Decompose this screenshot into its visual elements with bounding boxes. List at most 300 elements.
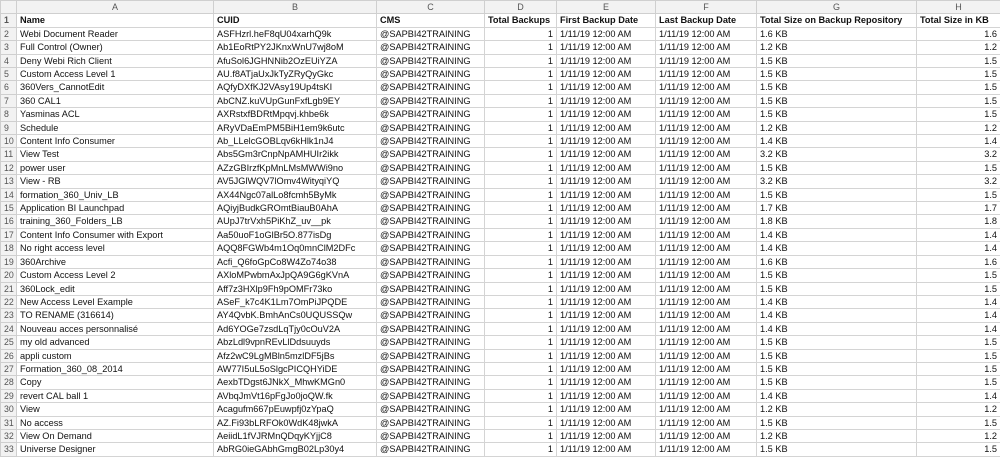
row-number[interactable]: 14	[1, 188, 17, 201]
row-number[interactable]: 27	[1, 362, 17, 375]
cell-f[interactable]: 1/11/19 12:00 AM	[656, 202, 757, 215]
cell-e[interactable]: 1/11/19 12:00 AM	[557, 81, 656, 94]
cell-d[interactable]: 1	[485, 202, 557, 215]
cell-e[interactable]: 1/11/19 12:00 AM	[557, 403, 656, 416]
row-number[interactable]: 10	[1, 135, 17, 148]
cell-f[interactable]: 1/11/19 12:00 AM	[656, 349, 757, 362]
cell-d[interactable]: 1	[485, 108, 557, 121]
cell-e[interactable]: 1/11/19 12:00 AM	[557, 389, 656, 402]
cell-a[interactable]: Copy	[17, 376, 214, 389]
cell-e[interactable]: 1/11/19 12:00 AM	[557, 41, 656, 54]
cell-a[interactable]: training_360_Folders_LB	[17, 215, 214, 228]
cell-h[interactable]: 1.5	[917, 108, 1000, 121]
row-number[interactable]: 19	[1, 255, 17, 268]
cell-c[interactable]: @SAPBI42TRAINING	[377, 27, 485, 40]
cell-b[interactable]: Ad6YOGe7zsdLqTjy0cOuV2A	[214, 322, 377, 335]
cell-h[interactable]: 1.5	[917, 349, 1000, 362]
cell-c[interactable]: @SAPBI42TRAINING	[377, 429, 485, 442]
row-number[interactable]: 31	[1, 416, 17, 429]
cell-d[interactable]: 1	[485, 376, 557, 389]
header-cell[interactable]: CMS	[377, 14, 485, 27]
cell-c[interactable]: @SAPBI42TRAINING	[377, 161, 485, 174]
cell-g[interactable]: 1.5 KB	[757, 362, 917, 375]
cell-f[interactable]: 1/11/19 12:00 AM	[656, 242, 757, 255]
row-number[interactable]: 12	[1, 161, 17, 174]
cell-e[interactable]: 1/11/19 12:00 AM	[557, 228, 656, 241]
row-number[interactable]: 3	[1, 41, 17, 54]
cell-b[interactable]: Acagufm667pEuwpfj0zYpaQ	[214, 403, 377, 416]
cell-a[interactable]: my old advanced	[17, 336, 214, 349]
cell-a[interactable]: View	[17, 403, 214, 416]
cell-h[interactable]: 1.4	[917, 322, 1000, 335]
cell-f[interactable]: 1/11/19 12:00 AM	[656, 135, 757, 148]
cell-f[interactable]: 1/11/19 12:00 AM	[656, 429, 757, 442]
cell-c[interactable]: @SAPBI42TRAINING	[377, 416, 485, 429]
cell-c[interactable]: @SAPBI42TRAINING	[377, 336, 485, 349]
cell-h[interactable]: 3.2	[917, 175, 1000, 188]
cell-c[interactable]: @SAPBI42TRAINING	[377, 295, 485, 308]
cell-f[interactable]: 1/11/19 12:00 AM	[656, 416, 757, 429]
cell-c[interactable]: @SAPBI42TRAINING	[377, 282, 485, 295]
row-number[interactable]: 7	[1, 94, 17, 107]
cell-b[interactable]: Aa50uoF1oGlBr5O.877isDg	[214, 228, 377, 241]
column-header-d[interactable]: D	[485, 1, 557, 14]
cell-c[interactable]: @SAPBI42TRAINING	[377, 175, 485, 188]
cell-b[interactable]: AX44Ngc07alLo8fcmh5ByMk	[214, 188, 377, 201]
row-number[interactable]: 5	[1, 68, 17, 81]
row-number[interactable]: 22	[1, 295, 17, 308]
header-cell[interactable]: Total Size on Backup Repository	[757, 14, 917, 27]
cell-a[interactable]: revert CAL ball 1	[17, 389, 214, 402]
cell-c[interactable]: @SAPBI42TRAINING	[377, 188, 485, 201]
row-number[interactable]: 20	[1, 269, 17, 282]
cell-b[interactable]: AU.f8ATjaUxJkTyZRyQyGkc	[214, 68, 377, 81]
cell-c[interactable]: @SAPBI42TRAINING	[377, 309, 485, 322]
cell-d[interactable]: 1	[485, 403, 557, 416]
cell-c[interactable]: @SAPBI42TRAINING	[377, 362, 485, 375]
cell-h[interactable]: 1.5	[917, 269, 1000, 282]
cell-d[interactable]: 1	[485, 282, 557, 295]
cell-a[interactable]: power user	[17, 161, 214, 174]
cell-b[interactable]: AbRG0ieGAbhGmgB02Lp30y4	[214, 443, 377, 456]
cell-d[interactable]: 1	[485, 322, 557, 335]
row-number[interactable]: 1	[1, 14, 17, 27]
cell-b[interactable]: Aff7z3HXlp9Fh9pOMFr73ko	[214, 282, 377, 295]
cell-h[interactable]: 1.4	[917, 389, 1000, 402]
header-cell[interactable]: Total Backups	[485, 14, 557, 27]
cell-d[interactable]: 1	[485, 362, 557, 375]
cell-a[interactable]: appli custom	[17, 349, 214, 362]
cell-f[interactable]: 1/11/19 12:00 AM	[656, 94, 757, 107]
row-number[interactable]: 2	[1, 27, 17, 40]
cell-g[interactable]: 3.2 KB	[757, 148, 917, 161]
header-cell[interactable]: Last Backup Date	[656, 14, 757, 27]
cell-a[interactable]: formation_360_Univ_LB	[17, 188, 214, 201]
cell-c[interactable]: @SAPBI42TRAINING	[377, 68, 485, 81]
column-header-b[interactable]: B	[214, 1, 377, 14]
cell-g[interactable]: 1.5 KB	[757, 108, 917, 121]
cell-f[interactable]: 1/11/19 12:00 AM	[656, 322, 757, 335]
row-number[interactable]: 4	[1, 54, 17, 67]
cell-a[interactable]: Webi Document Reader	[17, 27, 214, 40]
cell-e[interactable]: 1/11/19 12:00 AM	[557, 322, 656, 335]
cell-e[interactable]: 1/11/19 12:00 AM	[557, 282, 656, 295]
row-number[interactable]: 15	[1, 202, 17, 215]
row-number[interactable]: 16	[1, 215, 17, 228]
cell-f[interactable]: 1/11/19 12:00 AM	[656, 443, 757, 456]
cell-d[interactable]: 1	[485, 416, 557, 429]
cell-e[interactable]: 1/11/19 12:00 AM	[557, 215, 656, 228]
row-number[interactable]: 32	[1, 429, 17, 442]
column-header-h[interactable]: H	[917, 1, 1000, 14]
cell-c[interactable]: @SAPBI42TRAINING	[377, 121, 485, 134]
cell-g[interactable]: 1.5 KB	[757, 443, 917, 456]
cell-h[interactable]: 1.5	[917, 161, 1000, 174]
cell-h[interactable]: 1.5	[917, 362, 1000, 375]
cell-b[interactable]: AQfyDXfKJ2VAsy19Up4tsKI	[214, 81, 377, 94]
cell-a[interactable]: Universe Designer	[17, 443, 214, 456]
row-number[interactable]: 25	[1, 336, 17, 349]
cell-b[interactable]: AZ.Fi93bLRFOk0WdK48jwkA	[214, 416, 377, 429]
cell-c[interactable]: @SAPBI42TRAINING	[377, 349, 485, 362]
cell-b[interactable]: AY4QvbK.BmhAnCs0UQUSSQw	[214, 309, 377, 322]
cell-g[interactable]: 1.5 KB	[757, 161, 917, 174]
row-number[interactable]: 13	[1, 175, 17, 188]
header-cell[interactable]: Total Size in KB	[917, 14, 1000, 27]
cell-a[interactable]: No right access level	[17, 242, 214, 255]
cell-g[interactable]: 1.6 KB	[757, 27, 917, 40]
cell-b[interactable]: Afz2wC9LgMBln5mzlDF5jBs	[214, 349, 377, 362]
cell-e[interactable]: 1/11/19 12:00 AM	[557, 54, 656, 67]
cell-b[interactable]: ARyVDaEmPM5BiH1em9k6utc	[214, 121, 377, 134]
cell-a[interactable]: Nouveau acces personnalisé	[17, 322, 214, 335]
cell-h[interactable]: 1.5	[917, 188, 1000, 201]
cell-f[interactable]: 1/11/19 12:00 AM	[656, 161, 757, 174]
cell-e[interactable]: 1/11/19 12:00 AM	[557, 376, 656, 389]
cell-f[interactable]: 1/11/19 12:00 AM	[656, 81, 757, 94]
cell-e[interactable]: 1/11/19 12:00 AM	[557, 242, 656, 255]
header-cell[interactable]: CUID	[214, 14, 377, 27]
row-number[interactable]: 23	[1, 309, 17, 322]
column-header-g[interactable]: G	[757, 1, 917, 14]
cell-d[interactable]: 1	[485, 54, 557, 67]
cell-a[interactable]: View - RB	[17, 175, 214, 188]
cell-d[interactable]: 1	[485, 336, 557, 349]
cell-h[interactable]: 1.2	[917, 429, 1000, 442]
cell-g[interactable]: 1.5 KB	[757, 54, 917, 67]
cell-c[interactable]: @SAPBI42TRAINING	[377, 269, 485, 282]
cell-b[interactable]: AXloMPwbmAxJpQA9G6gKVnA	[214, 269, 377, 282]
cell-c[interactable]: @SAPBI42TRAINING	[377, 54, 485, 67]
row-number[interactable]: 29	[1, 389, 17, 402]
cell-a[interactable]: Deny Webi Rich Client	[17, 54, 214, 67]
cell-e[interactable]: 1/11/19 12:00 AM	[557, 27, 656, 40]
row-number[interactable]: 24	[1, 322, 17, 335]
cell-c[interactable]: @SAPBI42TRAINING	[377, 135, 485, 148]
cell-h[interactable]: 1.5	[917, 376, 1000, 389]
cell-f[interactable]: 1/11/19 12:00 AM	[656, 255, 757, 268]
cell-g[interactable]: 1.5 KB	[757, 282, 917, 295]
cell-f[interactable]: 1/11/19 12:00 AM	[656, 295, 757, 308]
cell-e[interactable]: 1/11/19 12:00 AM	[557, 362, 656, 375]
cell-d[interactable]: 1	[485, 443, 557, 456]
cell-g[interactable]: 1.4 KB	[757, 228, 917, 241]
cell-e[interactable]: 1/11/19 12:00 AM	[557, 188, 656, 201]
cell-h[interactable]: 1.4	[917, 242, 1000, 255]
cell-e[interactable]: 1/11/19 12:00 AM	[557, 309, 656, 322]
row-number[interactable]: 28	[1, 376, 17, 389]
row-number[interactable]: 21	[1, 282, 17, 295]
cell-b[interactable]: Abs5Gm3rCnpNpAMHUIr2ikk	[214, 148, 377, 161]
column-header-a[interactable]: A	[17, 1, 214, 14]
cell-h[interactable]: 1.5	[917, 94, 1000, 107]
cell-g[interactable]: 1.2 KB	[757, 121, 917, 134]
cell-h[interactable]: 1.4	[917, 135, 1000, 148]
cell-g[interactable]: 1.5 KB	[757, 416, 917, 429]
cell-b[interactable]: AfuSol6JGHNNib2OzEUiYZA	[214, 54, 377, 67]
cell-g[interactable]: 1.4 KB	[757, 309, 917, 322]
cell-e[interactable]: 1/11/19 12:00 AM	[557, 349, 656, 362]
cell-g[interactable]: 1.6 KB	[757, 255, 917, 268]
cell-h[interactable]: 1.8	[917, 215, 1000, 228]
column-header-e[interactable]: E	[557, 1, 656, 14]
cell-c[interactable]: @SAPBI42TRAINING	[377, 108, 485, 121]
cell-f[interactable]: 1/11/19 12:00 AM	[656, 175, 757, 188]
cell-e[interactable]: 1/11/19 12:00 AM	[557, 443, 656, 456]
row-number[interactable]: 30	[1, 403, 17, 416]
cell-f[interactable]: 1/11/19 12:00 AM	[656, 54, 757, 67]
cell-d[interactable]: 1	[485, 269, 557, 282]
cell-g[interactable]: 1.5 KB	[757, 81, 917, 94]
cell-f[interactable]: 1/11/19 12:00 AM	[656, 362, 757, 375]
cell-e[interactable]: 1/11/19 12:00 AM	[557, 121, 656, 134]
cell-a[interactable]: Application BI Launchpad	[17, 202, 214, 215]
cell-b[interactable]: Ab_LLelcGOBLqv6kHlk1nJ4	[214, 135, 377, 148]
cell-f[interactable]: 1/11/19 12:00 AM	[656, 269, 757, 282]
cell-e[interactable]: 1/11/19 12:00 AM	[557, 108, 656, 121]
cell-a[interactable]: Schedule	[17, 121, 214, 134]
cell-h[interactable]: 1.5	[917, 81, 1000, 94]
cell-a[interactable]: Content Info Consumer with Export	[17, 228, 214, 241]
cell-a[interactable]: View Test	[17, 148, 214, 161]
cell-c[interactable]: @SAPBI42TRAINING	[377, 403, 485, 416]
cell-b[interactable]: AQiyjBudkGROmtBiauB0AhA	[214, 202, 377, 215]
cell-c[interactable]: @SAPBI42TRAINING	[377, 41, 485, 54]
cell-h[interactable]: 1.5	[917, 416, 1000, 429]
cell-f[interactable]: 1/11/19 12:00 AM	[656, 108, 757, 121]
cell-c[interactable]: @SAPBI42TRAINING	[377, 148, 485, 161]
cell-a[interactable]: View On Demand	[17, 429, 214, 442]
cell-g[interactable]: 3.2 KB	[757, 175, 917, 188]
cell-b[interactable]: ASFHzrl.heF8qU04xarhQ9k	[214, 27, 377, 40]
cell-c[interactable]: @SAPBI42TRAINING	[377, 389, 485, 402]
cell-d[interactable]: 1	[485, 27, 557, 40]
cell-g[interactable]: 1.5 KB	[757, 94, 917, 107]
cell-d[interactable]: 1	[485, 175, 557, 188]
row-number[interactable]: 9	[1, 121, 17, 134]
cell-d[interactable]: 1	[485, 255, 557, 268]
cell-a[interactable]: 360Vers_CannotEdit	[17, 81, 214, 94]
cell-f[interactable]: 1/11/19 12:00 AM	[656, 41, 757, 54]
cell-e[interactable]: 1/11/19 12:00 AM	[557, 202, 656, 215]
cell-b[interactable]: AZzGBIrzfKpMnLMsMWWi9no	[214, 161, 377, 174]
cell-e[interactable]: 1/11/19 12:00 AM	[557, 429, 656, 442]
cell-d[interactable]: 1	[485, 389, 557, 402]
cell-h[interactable]: 1.5	[917, 336, 1000, 349]
cell-c[interactable]: @SAPBI42TRAINING	[377, 94, 485, 107]
cell-g[interactable]: 1.4 KB	[757, 322, 917, 335]
cell-d[interactable]: 1	[485, 161, 557, 174]
cell-e[interactable]: 1/11/19 12:00 AM	[557, 161, 656, 174]
cell-b[interactable]: AUpJ7trVxh5PiKhZ_uv__pk	[214, 215, 377, 228]
cell-a[interactable]: 360Lock_edit	[17, 282, 214, 295]
cell-d[interactable]: 1	[485, 349, 557, 362]
row-number[interactable]: 17	[1, 228, 17, 241]
cell-a[interactable]: Yasminas ACL	[17, 108, 214, 121]
row-number[interactable]: 18	[1, 242, 17, 255]
cell-d[interactable]: 1	[485, 135, 557, 148]
cell-f[interactable]: 1/11/19 12:00 AM	[656, 148, 757, 161]
cell-b[interactable]: AXRstxfBDRtMpqvj.khbe6k	[214, 108, 377, 121]
cell-c[interactable]: @SAPBI42TRAINING	[377, 443, 485, 456]
cell-f[interactable]: 1/11/19 12:00 AM	[656, 68, 757, 81]
cell-h[interactable]: 1.5	[917, 54, 1000, 67]
cell-b[interactable]: AbzLdl9vpnREvLlDdsuuyds	[214, 336, 377, 349]
cell-b[interactable]: AbCNZ.kuVUpGunFxfLgb9EY	[214, 94, 377, 107]
cell-g[interactable]: 1.5 KB	[757, 188, 917, 201]
cell-e[interactable]: 1/11/19 12:00 AM	[557, 148, 656, 161]
cell-a[interactable]: TO RENAME (316614)	[17, 309, 214, 322]
cell-d[interactable]: 1	[485, 41, 557, 54]
cell-c[interactable]: @SAPBI42TRAINING	[377, 202, 485, 215]
cell-g[interactable]: 1.7 KB	[757, 202, 917, 215]
cell-g[interactable]: 1.5 KB	[757, 376, 917, 389]
cell-e[interactable]: 1/11/19 12:00 AM	[557, 135, 656, 148]
cell-c[interactable]: @SAPBI42TRAINING	[377, 242, 485, 255]
cell-b[interactable]: AW77I5uL5oSlgcPICQHYiDE	[214, 362, 377, 375]
cell-g[interactable]: 1.2 KB	[757, 403, 917, 416]
cell-a[interactable]: New Access Level Example	[17, 295, 214, 308]
cell-h[interactable]: 1.5	[917, 443, 1000, 456]
cell-b[interactable]: AV5JGlWQV7lOmv4WityqiYQ	[214, 175, 377, 188]
cell-f[interactable]: 1/11/19 12:00 AM	[656, 215, 757, 228]
row-number[interactable]: 26	[1, 349, 17, 362]
cell-h[interactable]: 1.6	[917, 255, 1000, 268]
cell-a[interactable]: No access	[17, 416, 214, 429]
cell-h[interactable]: 1.2	[917, 41, 1000, 54]
cell-a[interactable]: Custom Access Level 2	[17, 269, 214, 282]
cell-g[interactable]: 1.5 KB	[757, 269, 917, 282]
cell-c[interactable]: @SAPBI42TRAINING	[377, 322, 485, 335]
cell-b[interactable]: AeiidL1fVJRMnQDqyKYjjC8	[214, 429, 377, 442]
cell-d[interactable]: 1	[485, 309, 557, 322]
row-number[interactable]: 33	[1, 443, 17, 456]
cell-a[interactable]: Formation_360_08_2014	[17, 362, 214, 375]
cell-f[interactable]: 1/11/19 12:00 AM	[656, 403, 757, 416]
cell-b[interactable]: AQQ8FGWb4m1Oq0mnClM2DFc	[214, 242, 377, 255]
cell-h[interactable]: 1.7	[917, 202, 1000, 215]
cell-d[interactable]: 1	[485, 242, 557, 255]
cell-a[interactable]: 360Archive	[17, 255, 214, 268]
cell-d[interactable]: 1	[485, 188, 557, 201]
row-number[interactable]: 11	[1, 148, 17, 161]
cell-h[interactable]: 1.4	[917, 295, 1000, 308]
cell-e[interactable]: 1/11/19 12:00 AM	[557, 68, 656, 81]
cell-d[interactable]: 1	[485, 215, 557, 228]
column-header-f[interactable]: F	[656, 1, 757, 14]
cell-d[interactable]: 1	[485, 94, 557, 107]
cell-d[interactable]: 1	[485, 148, 557, 161]
cell-f[interactable]: 1/11/19 12:00 AM	[656, 228, 757, 241]
cell-h[interactable]: 1.2	[917, 403, 1000, 416]
cell-h[interactable]: 1.2	[917, 121, 1000, 134]
cell-g[interactable]: 1.5 KB	[757, 336, 917, 349]
cell-g[interactable]: 1.4 KB	[757, 389, 917, 402]
cell-a[interactable]: 360 CAL1	[17, 94, 214, 107]
cell-g[interactable]: 1.5 KB	[757, 349, 917, 362]
cell-f[interactable]: 1/11/19 12:00 AM	[656, 27, 757, 40]
cell-b[interactable]: Acfi_Q6foGpCo8W4Zo74o38	[214, 255, 377, 268]
header-cell[interactable]: First Backup Date	[557, 14, 656, 27]
header-cell[interactable]: Name	[17, 14, 214, 27]
cell-h[interactable]: 1.4	[917, 309, 1000, 322]
cell-e[interactable]: 1/11/19 12:00 AM	[557, 255, 656, 268]
cell-a[interactable]: Custom Access Level 1	[17, 68, 214, 81]
cell-b[interactable]: ASeF_k7c4K1Lm7OmPiJPQDE	[214, 295, 377, 308]
cell-g[interactable]: 1.4 KB	[757, 135, 917, 148]
cell-b[interactable]: AexbTDgst6JNkX_MhwKMGn0	[214, 376, 377, 389]
cell-h[interactable]: 1.5	[917, 282, 1000, 295]
cell-g[interactable]: 1.2 KB	[757, 429, 917, 442]
row-number[interactable]: 6	[1, 81, 17, 94]
cell-e[interactable]: 1/11/19 12:00 AM	[557, 269, 656, 282]
cell-d[interactable]: 1	[485, 81, 557, 94]
cell-g[interactable]: 1.5 KB	[757, 68, 917, 81]
cell-g[interactable]: 1.4 KB	[757, 295, 917, 308]
cell-a[interactable]: Full Control (Owner)	[17, 41, 214, 54]
cell-c[interactable]: @SAPBI42TRAINING	[377, 81, 485, 94]
cell-g[interactable]: 1.8 KB	[757, 215, 917, 228]
cell-f[interactable]: 1/11/19 12:00 AM	[656, 121, 757, 134]
cell-c[interactable]: @SAPBI42TRAINING	[377, 255, 485, 268]
select-all-corner[interactable]	[1, 1, 17, 14]
cell-c[interactable]: @SAPBI42TRAINING	[377, 215, 485, 228]
cell-h[interactable]: 1.5	[917, 68, 1000, 81]
cell-e[interactable]: 1/11/19 12:00 AM	[557, 336, 656, 349]
cell-d[interactable]: 1	[485, 68, 557, 81]
cell-h[interactable]: 3.2	[917, 148, 1000, 161]
cell-e[interactable]: 1/11/19 12:00 AM	[557, 295, 656, 308]
cell-b[interactable]: Ab1EoRtPY2JKnxWnU7wj8oM	[214, 41, 377, 54]
cell-g[interactable]: 1.2 KB	[757, 41, 917, 54]
cell-d[interactable]: 1	[485, 429, 557, 442]
cell-h[interactable]: 1.4	[917, 228, 1000, 241]
row-number[interactable]: 8	[1, 108, 17, 121]
cell-f[interactable]: 1/11/19 12:00 AM	[656, 309, 757, 322]
column-header-c[interactable]: C	[377, 1, 485, 14]
cell-d[interactable]: 1	[485, 295, 557, 308]
cell-b[interactable]: AVbqJmVt16pFgJo0joQW.fk	[214, 389, 377, 402]
cell-a[interactable]: Content Info Consumer	[17, 135, 214, 148]
cell-f[interactable]: 1/11/19 12:00 AM	[656, 376, 757, 389]
cell-h[interactable]: 1.6	[917, 27, 1000, 40]
cell-f[interactable]: 1/11/19 12:00 AM	[656, 389, 757, 402]
cell-f[interactable]: 1/11/19 12:00 AM	[656, 336, 757, 349]
cell-e[interactable]: 1/11/19 12:00 AM	[557, 416, 656, 429]
cell-d[interactable]: 1	[485, 228, 557, 241]
cell-g[interactable]: 1.4 KB	[757, 242, 917, 255]
cell-e[interactable]: 1/11/19 12:00 AM	[557, 94, 656, 107]
